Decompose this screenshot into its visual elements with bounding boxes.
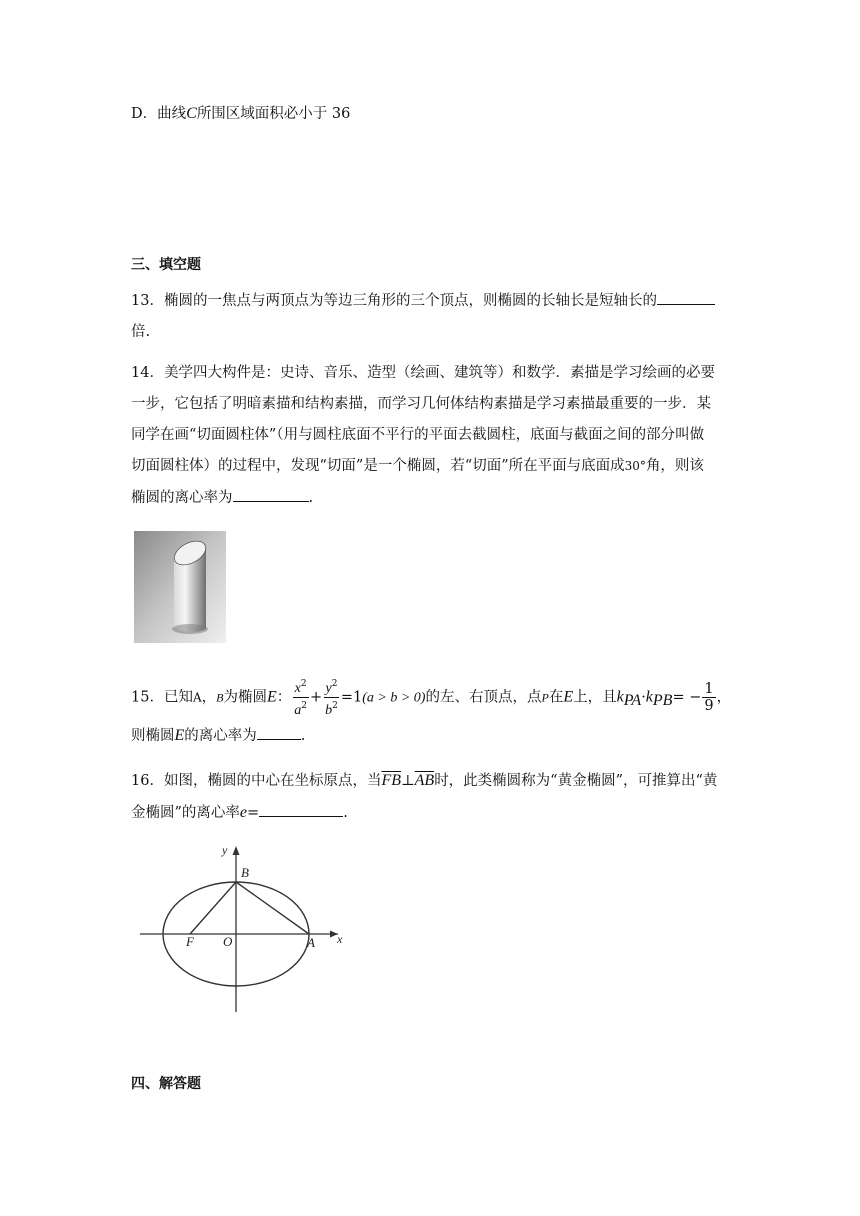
q15-line2-e: E <box>174 727 185 744</box>
option-d-text: 所围区域面积必小于 36 <box>196 106 351 122</box>
q13-text: 13．椭圆的一焦点与两顶点为等边三角形的三个顶点，则椭圆的长轴长是短轴长的 <box>131 293 657 309</box>
q15-dot: · <box>641 689 646 706</box>
q15-prefix: 15．已知 <box>131 689 193 706</box>
q15-line2b: 的离心率为 <box>184 728 257 744</box>
q15-eq-neg: = − <box>672 689 702 706</box>
q16-e: e <box>239 804 248 821</box>
q15-pa: PA <box>623 692 642 710</box>
q16-eq: = <box>247 805 260 821</box>
q15-b: b <box>325 702 333 718</box>
q15-after: 的左、右顶点，点 <box>425 689 542 706</box>
option-d-var: C <box>186 105 197 122</box>
q15-point-p: P <box>541 690 549 705</box>
q16-vector-ab: $\overline{AB}$ <box>414 772 435 789</box>
q15-frac-x <box>292 676 309 719</box>
q15-frac-num: 1 <box>704 680 714 697</box>
q16-line2 <box>131 802 348 823</box>
q16-line2a: 金椭圆”的离心率 <box>131 805 240 821</box>
q15-k2: k <box>645 688 653 706</box>
q16-answer-blank[interactable] <box>259 802 343 817</box>
q16-vector-fb: $\overline{FB}$ <box>381 772 401 789</box>
section-3-title: 三、填空题 <box>131 257 201 273</box>
q14-line3: 同学在画“切面圆柱体”（用与圆柱底面不平行的平面去截圆柱，底面与截面之间的部分叫做 <box>131 427 705 443</box>
q15-frac-den: 9 <box>704 697 714 714</box>
q14-line5 <box>131 487 313 508</box>
q15-mid: 为椭圆 <box>223 689 267 706</box>
q15-point-b: B <box>216 690 224 705</box>
q15-ellipse-e2: E <box>563 688 574 706</box>
label-a: A <box>307 935 315 950</box>
q14-period: . <box>308 490 314 506</box>
q13-line1 <box>131 290 715 311</box>
label-f: F <box>186 934 194 949</box>
q15-tail: ， <box>716 689 732 706</box>
q14-line4a: 切面圆柱体）的过程中，发现“切面”是一个椭圆，若“切面”所在平面与底面成 <box>131 458 625 474</box>
q15-and: 上，且 <box>573 689 617 706</box>
q16-period: . <box>343 805 348 821</box>
q15-answer-blank[interactable] <box>257 725 301 740</box>
option-d <box>131 104 350 124</box>
q15-pb: PB <box>652 692 673 710</box>
q16-line1b: 时，此类椭圆称为“黄金椭圆”，可推算出“黄 <box>434 773 718 789</box>
q15-line2 <box>131 725 305 746</box>
q14-line2: 一步，它包括了明暗素描和结构素描，而学习几何体结构素描是学习素描最重要的一步．某 <box>131 396 711 412</box>
q14-line1: 14．美学四大构件是：史诗、音乐、造型（绘画、建筑等）和数学．素描是学习绘画的必要 <box>131 365 715 381</box>
q15-frac-ninth <box>702 681 715 714</box>
label-y: y <box>222 843 228 857</box>
q15-line2a: 则椭圆 <box>131 728 175 744</box>
q15-equals-one: =1 <box>340 689 363 706</box>
cut-cylinder-sketch <box>134 531 226 643</box>
q14-angle: 30° <box>624 459 646 473</box>
q15-y-sq: 2 <box>331 679 338 689</box>
segment-ba <box>236 882 309 934</box>
option-d-label: D．曲线 <box>131 106 187 122</box>
q15-ellipse-e: E <box>266 688 277 706</box>
q16-perp: ⊥ <box>401 773 415 789</box>
q15-point-a: A <box>192 690 202 705</box>
q15-plus: + <box>309 689 323 706</box>
q15-x-sq: 2 <box>300 679 307 689</box>
label-x: x <box>337 932 343 946</box>
q15-x: x <box>294 680 301 696</box>
q13-line2: 倍. <box>131 324 151 340</box>
label-o: O <box>223 934 233 949</box>
q15-comma: ， <box>201 689 217 706</box>
q15-frac-y <box>323 676 340 719</box>
q15-k1: k <box>616 688 624 706</box>
q16-line1 <box>131 771 717 791</box>
y-axis-arrow <box>233 846 240 855</box>
q15-y: y <box>325 680 332 696</box>
q14-line5-text: 椭圆的离心率为 <box>131 490 233 506</box>
q14-answer-blank[interactable] <box>233 487 309 502</box>
q15-b-sq: 2 <box>332 700 338 711</box>
q15-on: 在 <box>548 689 564 706</box>
q13-answer-blank[interactable] <box>657 290 715 305</box>
q15-condition: (a > b > 0) <box>362 690 426 706</box>
q14-line4 <box>131 456 704 476</box>
q15-period: . <box>300 728 306 744</box>
section-4-title: 四、解答题 <box>131 1076 201 1092</box>
q14-line4b: 角，则该 <box>645 458 704 474</box>
q15-line1 <box>131 676 731 719</box>
q16-line1a: 16．如图，椭圆的中心在坐标原点，当 <box>131 773 382 789</box>
q15-colon: ： <box>276 689 292 706</box>
golden-ellipse-figure <box>134 842 354 1014</box>
q15-a-sq: 2 <box>301 700 307 711</box>
label-b: B <box>241 865 249 880</box>
q15-a: a <box>294 702 302 718</box>
